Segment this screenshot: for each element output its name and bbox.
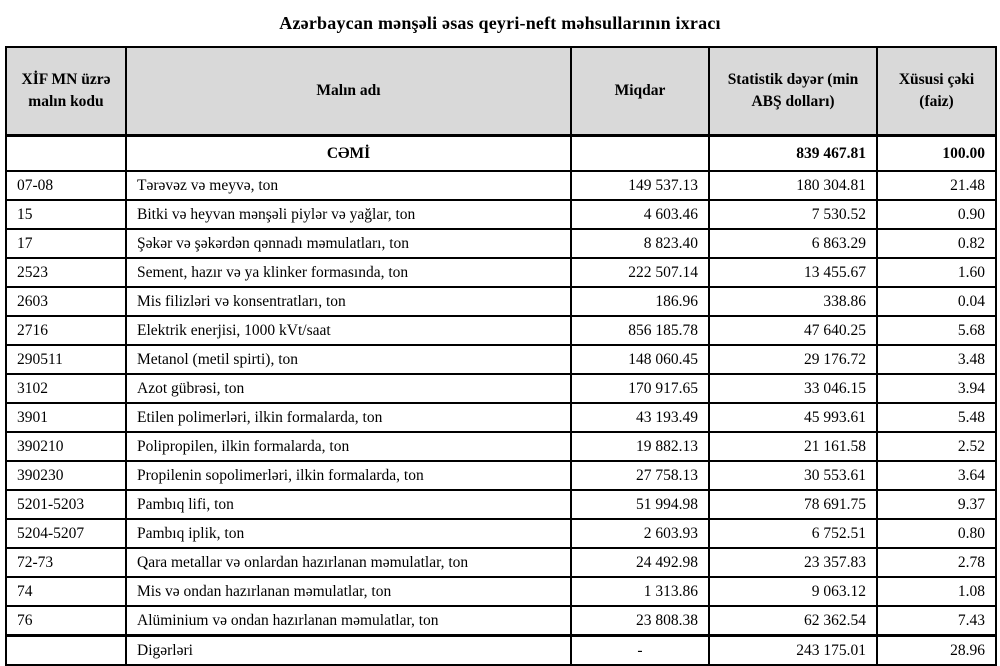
qty-cell: 51 994.98	[571, 490, 709, 519]
name-cell: Azot gübrəsi, ton	[126, 374, 571, 403]
name-cell: Digərləri	[126, 636, 571, 666]
share-cell: 1.60	[877, 258, 996, 287]
code-cell: 5204-5207	[6, 519, 126, 548]
name-cell: Bitki və heyvan mənşəli piylər və yağlar, ton	[126, 200, 571, 229]
qty-cell: 149 537.13	[571, 171, 709, 200]
stat-cell: 7 530.52	[709, 200, 877, 229]
share-cell: 3.94	[877, 374, 996, 403]
stat-cell: 243 175.01	[709, 636, 877, 666]
summary-share-cell: 100.00	[877, 136, 996, 172]
table-row	[6, 200, 996, 229]
qty-cell: 2 603.93	[571, 519, 709, 548]
header-stat: Statistik dəyər (min ABŞ dolları)	[709, 47, 877, 136]
table-row	[6, 636, 996, 666]
share-cell: 0.82	[877, 229, 996, 258]
share-cell: 1.08	[877, 577, 996, 606]
summary-qty-cell	[571, 136, 709, 172]
name-cell: Elektrik enerjisi, 1000 kVt/saat	[126, 316, 571, 345]
share-cell: 3.64	[877, 461, 996, 490]
table-row	[6, 432, 996, 461]
share-cell: 9.37	[877, 490, 996, 519]
code-cell: 3901	[6, 403, 126, 432]
stat-cell: 62 362.54	[709, 606, 877, 636]
qty-cell: 24 492.98	[571, 548, 709, 577]
code-cell: 5201-5203	[6, 490, 126, 519]
summary-row	[6, 136, 996, 172]
name-cell: Pambıq lifi, ton	[126, 490, 571, 519]
header-qty: Miqdar	[571, 47, 709, 136]
stat-cell: 78 691.75	[709, 490, 877, 519]
qty-cell: 148 060.45	[571, 345, 709, 374]
code-cell: 07-08	[6, 171, 126, 200]
share-cell: 0.90	[877, 200, 996, 229]
table-row	[6, 606, 996, 636]
table-row	[6, 374, 996, 403]
summary-name-cell: CƏMİ	[126, 136, 571, 172]
table-row	[6, 490, 996, 519]
table-row	[6, 548, 996, 577]
table-row	[6, 316, 996, 345]
name-cell: Polipropilen, ilkin formalarda, ton	[126, 432, 571, 461]
share-cell: 21.48	[877, 171, 996, 200]
name-cell: Etilen polimerləri, ilkin formalarda, ton	[126, 403, 571, 432]
code-cell: 72-73	[6, 548, 126, 577]
code-cell: 15	[6, 200, 126, 229]
table-row	[6, 345, 996, 374]
qty-cell: 4 603.46	[571, 200, 709, 229]
name-cell: Şəkər və şəkərdən qənnadı məmulatları, ton	[126, 229, 571, 258]
name-cell: Tərəvəz və meyvə, ton	[126, 171, 571, 200]
code-cell: 2716	[6, 316, 126, 345]
stat-cell: 9 063.12	[709, 577, 877, 606]
code-cell: 74	[6, 577, 126, 606]
table-row	[6, 461, 996, 490]
stat-cell: 33 046.15	[709, 374, 877, 403]
share-cell: 3.48	[877, 345, 996, 374]
table-row	[6, 403, 996, 432]
header-code: XİF MN üzrə malın kodu	[6, 47, 126, 136]
export-table	[5, 46, 997, 666]
name-cell: Pambıq iplik, ton	[126, 519, 571, 548]
stat-cell: 21 161.58	[709, 432, 877, 461]
table-row	[6, 519, 996, 548]
share-cell: 2.52	[877, 432, 996, 461]
qty-cell: 856 185.78	[571, 316, 709, 345]
qty-cell: 43 193.49	[571, 403, 709, 432]
share-cell: 0.04	[877, 287, 996, 316]
code-cell: 290511	[6, 345, 126, 374]
header-name: Malın adı	[126, 47, 571, 136]
share-cell: 7.43	[877, 606, 996, 636]
name-cell: Mis və ondan hazırlanan məmulatlar, ton	[126, 577, 571, 606]
share-cell: 2.78	[877, 548, 996, 577]
code-cell: 17	[6, 229, 126, 258]
qty-cell: 170 917.65	[571, 374, 709, 403]
qty-cell: 19 882.13	[571, 432, 709, 461]
stat-cell: 338.86	[709, 287, 877, 316]
stat-cell: 45 993.61	[709, 403, 877, 432]
share-cell: 0.80	[877, 519, 996, 548]
page-title: Azərbaycan mənşəli əsas qeyri-neft məhsullarının ixracı	[279, 13, 721, 33]
qty-cell: 186.96	[571, 287, 709, 316]
stat-cell: 29 176.72	[709, 345, 877, 374]
qty-cell: 222 507.14	[571, 258, 709, 287]
name-cell: Mis filizləri və konsentratları, ton	[126, 287, 571, 316]
code-cell: 390210	[6, 432, 126, 461]
qty-cell: 23 808.38	[571, 606, 709, 636]
share-cell: 28.96	[877, 636, 996, 666]
qty-cell: 8 823.40	[571, 229, 709, 258]
name-cell: Sement, hazır və ya klinker formasında, ton	[126, 258, 571, 287]
stat-cell: 6 752.51	[709, 519, 877, 548]
code-cell	[6, 636, 126, 666]
summary-stat-cell: 839 467.81	[709, 136, 877, 172]
stat-cell: 30 553.61	[709, 461, 877, 490]
table-row	[6, 287, 996, 316]
code-cell: 2523	[6, 258, 126, 287]
code-cell: 2603	[6, 287, 126, 316]
table-row	[6, 171, 996, 200]
qty-cell: 27 758.13	[571, 461, 709, 490]
table-header	[6, 47, 996, 136]
stat-cell: 13 455.67	[709, 258, 877, 287]
stat-cell: 47 640.25	[709, 316, 877, 345]
name-cell: Qara metallar və onlardan hazırlanan məmulatlar, ton	[126, 548, 571, 577]
code-cell: 390230	[6, 461, 126, 490]
header-row	[6, 47, 996, 136]
summary-code-cell	[6, 136, 126, 172]
table-body	[6, 171, 996, 665]
share-cell: 5.48	[877, 403, 996, 432]
qty-cell: -	[571, 636, 709, 666]
table-row	[6, 577, 996, 606]
header-share: Xüsusi çəki (faiz)	[877, 47, 996, 136]
name-cell: Alüminium və ondan hazırlanan məmulatlar, ton	[126, 606, 571, 636]
table-row	[6, 258, 996, 287]
stat-cell: 6 863.29	[709, 229, 877, 258]
stat-cell: 23 357.83	[709, 548, 877, 577]
name-cell: Metanol (metil spirti), ton	[126, 345, 571, 374]
code-cell: 76	[6, 606, 126, 636]
name-cell: Propilenin sopolimerləri, ilkin formalarda, ton	[126, 461, 571, 490]
code-cell: 3102	[6, 374, 126, 403]
qty-cell: 1 313.86	[571, 577, 709, 606]
stat-cell: 180 304.81	[709, 171, 877, 200]
share-cell: 5.68	[877, 316, 996, 345]
table-row	[6, 229, 996, 258]
